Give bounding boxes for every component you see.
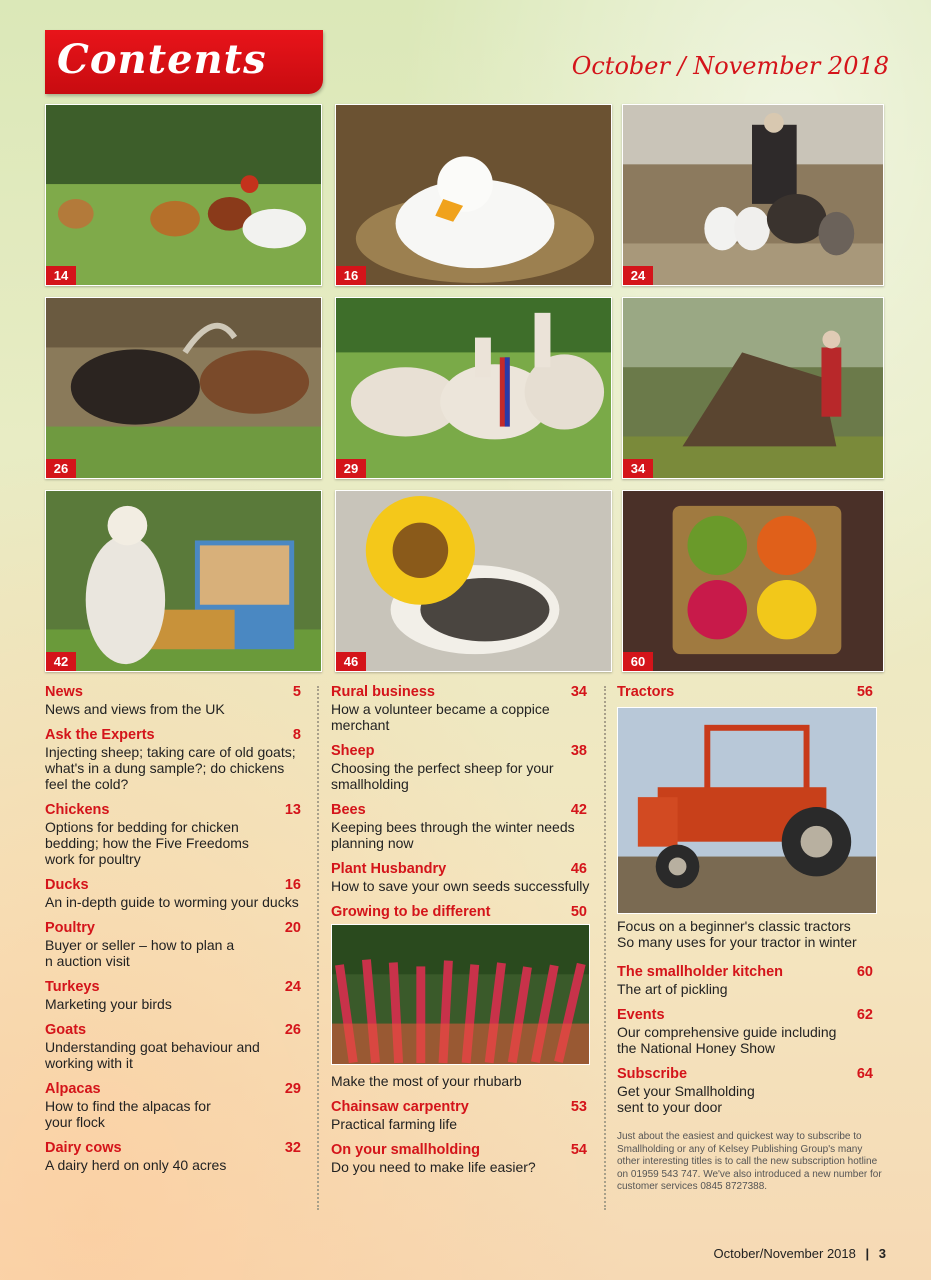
entry-description: News and views from the UK (45, 701, 225, 717)
subscription-note: Just about the easiest and quickest way to subscribe to Smallholding or any of Kelsey Publishing Group's many other interesting titles is to call the new subscription hotline on 01959 543 747. We've also introduced a new number for customer services 0845 8727388. (617, 1131, 882, 1192)
column-divider (604, 686, 606, 1210)
photo-page-number: 14 (46, 266, 76, 285)
page-footer (714, 1246, 886, 1261)
entry-goats[interactable] (45, 1022, 301, 1071)
coppice-image (623, 298, 883, 478)
photo-coppice[interactable] (622, 297, 884, 479)
entry-description: How to save your own seeds successfully (331, 878, 590, 894)
entry-description: Practical farming life (331, 1116, 458, 1132)
entry-on-your-smallholding[interactable] (331, 1142, 587, 1175)
photo-page-number: 34 (623, 459, 653, 478)
alpacas-image (336, 298, 611, 478)
entry-description: Marketing your birds (45, 996, 172, 1012)
photo-page-number: 46 (336, 652, 366, 671)
tractor-image (618, 708, 876, 913)
entry-title: Chickens (45, 802, 110, 818)
photo-goats[interactable] (45, 297, 322, 479)
entry-description: Keeping bees through the winter needs planning now (331, 819, 575, 851)
entry-page: 53 (570, 1099, 587, 1115)
entry-page: 54 (570, 1142, 587, 1158)
entry-the-smallholder-kitchen[interactable] (617, 964, 873, 997)
entry-page: 34 (570, 684, 587, 700)
entry-title: Ask the Experts (45, 727, 155, 743)
footer-separator: | (865, 1246, 870, 1261)
footer-issue: October/November 2018 (713, 1246, 856, 1261)
photo-rhubarb[interactable] (331, 924, 590, 1065)
photo-page-number: 60 (623, 652, 653, 671)
entry-title: Turkeys (45, 979, 100, 995)
entry-description: The art of pickling (617, 981, 728, 997)
photo-page-number: 29 (336, 459, 366, 478)
entry-tractors[interactable] (617, 684, 873, 950)
entry-page: 50 (570, 904, 587, 920)
entry-page: 64 (856, 1066, 873, 1082)
entry-title: Poultry (45, 920, 95, 936)
entry-alpacas[interactable] (45, 1081, 301, 1130)
entry-bees[interactable] (331, 802, 587, 851)
entry-news[interactable] (45, 684, 301, 717)
entry-turkeys[interactable] (45, 979, 301, 1012)
entry-page: 20 (284, 920, 301, 936)
photo-page-number: 16 (336, 266, 366, 285)
entry-growing-to-be-different[interactable] (331, 904, 587, 1089)
page-number: 3 (878, 1246, 886, 1261)
entry-page: 5 (292, 684, 301, 700)
entry-page: 16 (284, 877, 301, 893)
entry-plant-husbandry[interactable] (331, 861, 590, 894)
photo-turkeys[interactable] (622, 104, 884, 286)
entry-ask-the-experts[interactable] (45, 727, 301, 792)
photo-page-number: 26 (46, 459, 76, 478)
entry-ducks[interactable] (45, 877, 301, 910)
entry-page: 60 (856, 964, 873, 980)
entry-page: 26 (284, 1022, 301, 1038)
pickles-image (623, 491, 883, 671)
sunflower-image (336, 491, 611, 671)
entry-description: Buyer or seller – how to plan a n auction visit (45, 937, 235, 969)
issue-date: October / November 2018 (571, 52, 889, 80)
entry-page: 38 (570, 743, 587, 759)
page-title: Contents (57, 36, 267, 83)
photo-tractor[interactable] (617, 707, 877, 914)
photo-duck[interactable] (335, 104, 612, 286)
entry-description: A dairy herd on only 40 acres (45, 1157, 227, 1173)
entry-title: Plant Husbandry (331, 861, 447, 877)
entry-dairy-cows[interactable] (45, 1140, 301, 1173)
entry-page: 62 (856, 1007, 873, 1023)
entry-description: Do you need to make life easier? (331, 1159, 536, 1175)
entry-title: Sheep (331, 743, 375, 759)
entry-description: Make the most of your rhubarb (331, 1073, 522, 1089)
entry-page: 29 (284, 1081, 301, 1097)
contents-column-3 (617, 684, 882, 1194)
entry-title: News (45, 684, 83, 700)
entry-title: Ducks (45, 877, 89, 893)
entry-chickens[interactable] (45, 802, 301, 867)
entry-events[interactable] (617, 1007, 873, 1056)
entry-title: Rural business (331, 684, 435, 700)
contents-column-2 (331, 684, 590, 1185)
entry-title: Bees (331, 802, 366, 818)
entry-title: On your smallholding (331, 1142, 481, 1158)
entry-description: Focus on a beginner's classic tractors (617, 918, 851, 934)
entry-title: Dairy cows (45, 1140, 122, 1156)
entry-description: Understanding goat behaviour and working with it (45, 1039, 260, 1071)
entry-rural-business[interactable] (331, 684, 587, 733)
entry-description: Get your Smallholding sent to your door (617, 1083, 755, 1115)
entry-page: 56 (856, 684, 873, 700)
photo-sunflower[interactable] (335, 490, 612, 672)
entry-title: Tractors (617, 684, 675, 700)
entry-title: Events (617, 1007, 665, 1023)
column-divider (317, 686, 319, 1210)
entry-title: Chainsaw carpentry (331, 1099, 469, 1115)
entry-title: Goats (45, 1022, 87, 1038)
duck-image (336, 105, 611, 285)
photo-page-number: 24 (623, 266, 653, 285)
entry-description: How a volunteer became a coppice merchant (331, 701, 550, 733)
photo-page-number: 42 (46, 652, 76, 671)
photo-pickles[interactable] (622, 490, 884, 672)
contents-title-box (45, 30, 323, 94)
goats-image (46, 298, 321, 478)
entry-page: 42 (570, 802, 587, 818)
entry-title: Alpacas (45, 1081, 101, 1097)
entry-title: The smallholder kitchen (617, 964, 783, 980)
entry-page: 8 (292, 727, 301, 743)
entry-page: 32 (284, 1140, 301, 1156)
entry-description: Our comprehensive guide including the National Honey Show (617, 1024, 837, 1056)
contents-column-1 (45, 684, 301, 1183)
beekeeper-image (46, 491, 321, 671)
entry-poultry[interactable] (45, 920, 301, 969)
entry-page: 24 (284, 979, 301, 995)
rhubarb-image (332, 925, 589, 1064)
entry-description: An in-depth guide to worming your ducks (45, 894, 299, 910)
entry-page: 46 (570, 861, 587, 877)
photo-beekeeper[interactable] (45, 490, 322, 672)
turkeys-image (623, 105, 883, 285)
entry-page: 13 (284, 802, 301, 818)
entry-description: How to find the alpacas for your flock (45, 1098, 211, 1130)
entry-title: Growing to be different (331, 904, 491, 920)
photo-chickens[interactable] (45, 104, 322, 286)
entry-subscribe[interactable] (617, 1066, 873, 1115)
entry-description: Options for bedding for chicken bedding; how the Five Freedoms work for poultry (45, 819, 249, 867)
photo-alpacas[interactable] (335, 297, 612, 479)
entry-chainsaw-carpentry[interactable] (331, 1099, 587, 1132)
entry-description: Injecting sheep; taking care of old goats; what's in a dung sample?; do chickens feel the cold? (45, 744, 296, 792)
entry-sheep[interactable] (331, 743, 587, 792)
entry-description: Choosing the perfect sheep for your smallholding (331, 760, 554, 792)
entry-title: Subscribe (617, 1066, 688, 1082)
chickens-image (46, 105, 321, 285)
entry-description: So many uses for your tractor in winter (617, 934, 857, 950)
